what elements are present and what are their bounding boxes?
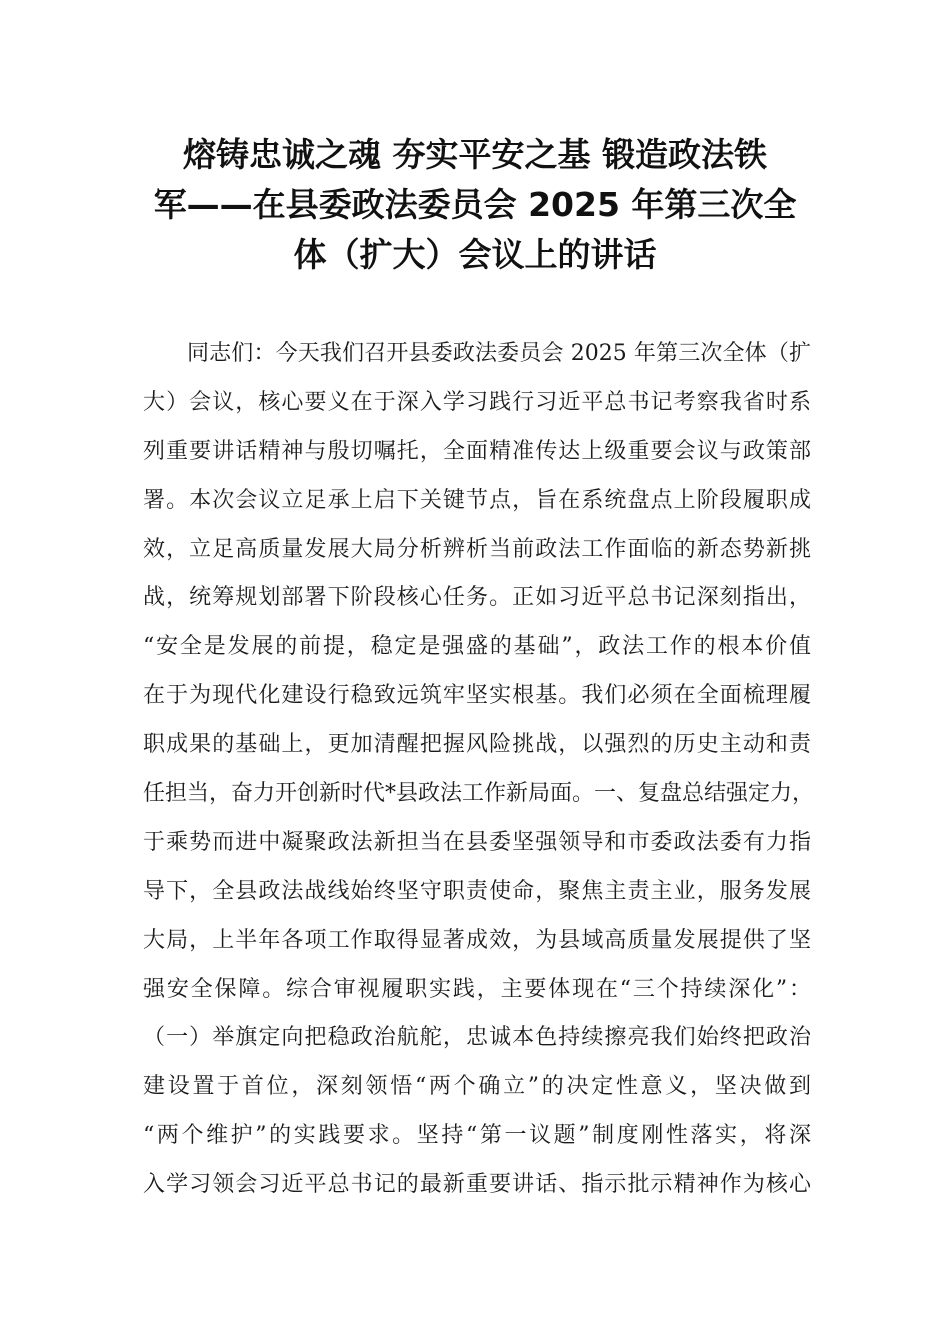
title-line: 熔铸忠诚之魂 夯实平安之基 锻造政法铁 — [183, 135, 767, 174]
body-line: 入学习领会习近平总书记的最新重要讲话、指示批示精神作为核心 — [143, 1172, 811, 1198]
speech-body — [143, 330, 815, 1210]
body-line: 导下，全县政法战线始终坚守职责使命，聚焦主责主业，服务发展 — [143, 878, 811, 904]
body-line: “两个维护”的实践要求。坚持“第一议题”制度刚性落实，将深 — [143, 1123, 811, 1149]
body-line: 强安全保障。综合审视履职实践，主要体现在“三个持续深化”： — [143, 976, 811, 1002]
title-line: 军——在县委政法委员会 2025 年第三次全 — [153, 185, 797, 224]
body-line: 列重要讲话精神与殷切嘱托，全面精准传达上级重要会议与政策部 — [143, 438, 811, 464]
body-line: 建设置于首位，深刻领悟“两个确立”的决定性意义，坚决做到 — [143, 1074, 811, 1100]
body-line: （一）举旗定向把稳政治航舵，忠诚本色持续擦亮我们始终把政治 — [143, 1025, 811, 1051]
title-line: 体（扩大）会议上的讲话 — [293, 235, 657, 274]
body-line: 在于为现代化建设行稳致远筑牢坚实根基。我们必须在全面梳理履 — [143, 683, 811, 709]
body-line: 大）会议，核心要义在于深入学习践行习近平总书记考察我省时系 — [143, 389, 811, 415]
body-line: 大局，上半年各项工作取得显著成效，为县域高质量发展提供了坚 — [143, 927, 811, 953]
body-line: 同志们：今天我们召开县委政法委员会 2025 年第三次全体（扩 — [187, 341, 811, 366]
body-line: 效，立足高质量发展大局分析辨析当前政法工作面临的新态势新挑 — [143, 536, 811, 562]
body-line: “安全是发展的前提，稳定是强盛的基础”，政法工作的根本价值 — [143, 634, 811, 660]
body-line: 任担当，奋力开创新时代*县政法工作新局面。一、复盘总结强定力， — [143, 781, 815, 807]
body-line: 于乘势而进中凝聚政法新担当在县委坚强领导和市委政法委有力指 — [143, 829, 811, 855]
body-line: 职成果的基础上，更加清醒把握风险挑战，以强烈的历史主动和责 — [143, 732, 811, 758]
document-title — [140, 130, 810, 280]
body-line: 署。本次会议立足承上启下关键节点，旨在系统盘点上阶段履职成 — [143, 487, 811, 513]
body-line: 战，统筹规划部署下阶段核心任务。正如习近平总书记深刻指出， — [143, 585, 811, 611]
